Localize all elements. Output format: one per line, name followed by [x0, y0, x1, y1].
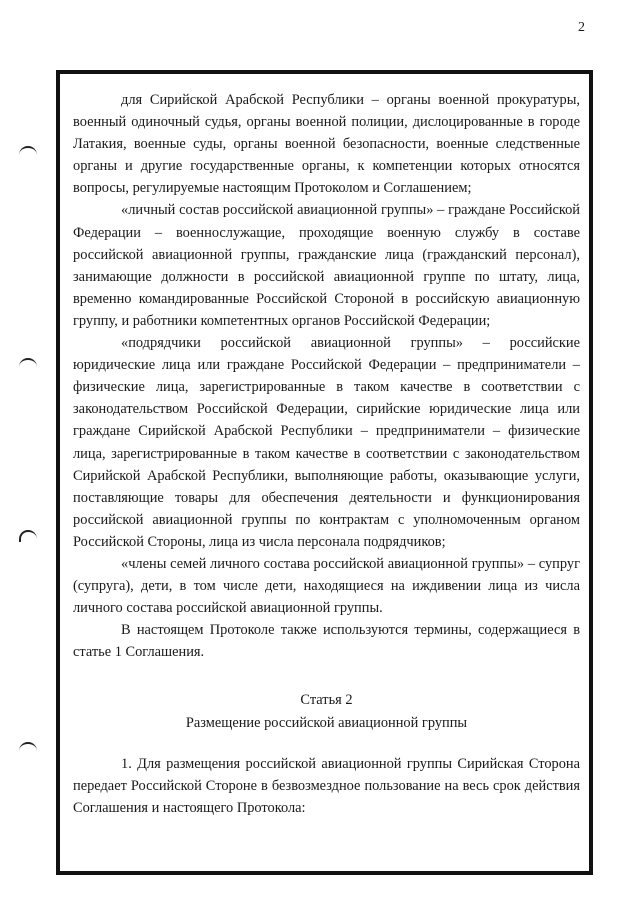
- punch-hole-mark: [19, 530, 37, 542]
- paragraph-definition-contractors: «подрядчики российской авиационной группы» – российские юридические лица или граждане Российской Федерации – предприниматели – физические лица, зарегистрированные в таком качестве в соответствии с законодательством Российской Федерации, сирийские юридические лица или граждане Сирийской Арабской Республики – предприниматели – физические лица, зарегистрированные в таком качестве в соответствии с законодательством Сирийской Арабской Республики, выполняющие работы, оказывающие услуги, поставляющие товары для обеспечения деятельности и функционирования российской авиационной группы по контрактам с уполномоченным органом Российской Стороны, лица из числа персонала подрядчиков;: [73, 335, 580, 550]
- document-body: [73, 89, 580, 819]
- punch-hole-mark: [19, 358, 37, 368]
- page-number: 2: [578, 20, 585, 35]
- paragraph-definition-family-members: «члены семей личного состава российской авиационной группы» – супруг (супруга), дети, в том числе дети, находящиеся на иждивении лица из числа личного состава российской авиационной группы.: [73, 555, 580, 617]
- punch-hole-mark: [19, 742, 37, 752]
- paragraph-definition-authorities: для Сирийской Арабской Республики – органы военной прокуратуры, военный одиночный судья, органы военной полиции, дислоцированные в городе Латакия, военные суды, органы военной безопасности, военные следственные органы и другие государственные органы, к компетенции которых относятся вопросы, регулируемые настоящим Протоколом и Соглашением;: [73, 92, 580, 197]
- clause-1-text: 1. Для размещения российской авиационной группы Сирийская Сторона передает Российской Стороне в безвозмездное пользование на весь срок действия Соглашения и настоящего Протокола:: [73, 755, 580, 816]
- paragraph-definition-personnel: «личный состав российской авиационной группы» – граждане Российской Федерации – военнослужащие, проходящие военную службу в составе российской авиационной группы, гражданские лица (гражданский персонал), занимающие должности в российской авиационной группе по штату, лица, временно командированные Российской Стороной в российскую авиационную группу, и работники компетентных органов Российской Федерации;: [73, 202, 580, 329]
- article-number: Статья 2: [300, 692, 353, 709]
- paragraph-terms-reference: В настоящем Протоколе также используются термины, содержащиеся в статье 1 Соглашения.: [73, 622, 580, 661]
- article-title: Размещение российской авиационной группы: [185, 714, 468, 731]
- punch-hole-mark: [19, 146, 37, 156]
